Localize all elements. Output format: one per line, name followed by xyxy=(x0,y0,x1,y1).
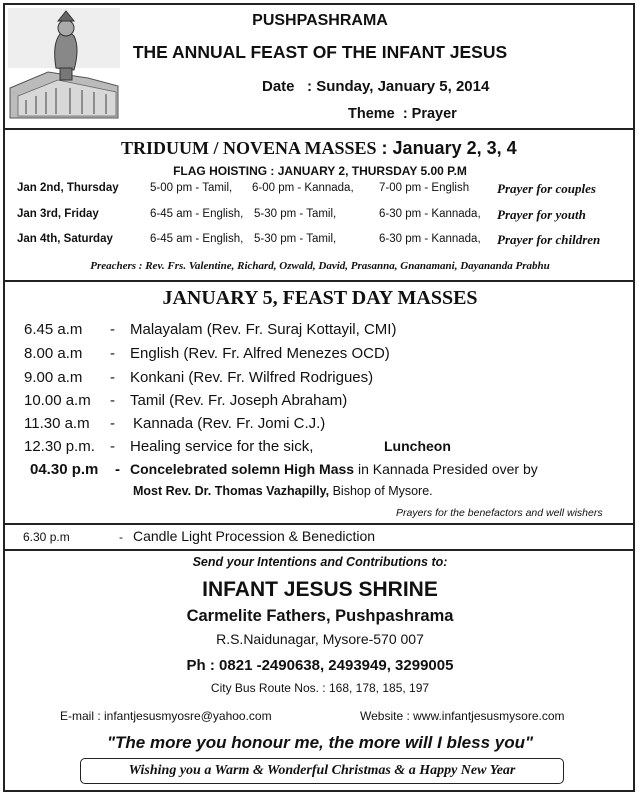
feast-desc: Healing service for the sick, xyxy=(130,438,314,455)
theme-label: Theme xyxy=(348,106,395,122)
greeting-box: Wishing you a Warm & Wonderful Christmas & a Happy New Year xyxy=(80,758,564,784)
triduum-mass: 6-30 pm - Kannada, xyxy=(379,233,481,245)
feast-time: 9.00 a.m xyxy=(24,369,83,386)
feast-dash: - xyxy=(110,392,115,409)
triduum-mass: 6-45 am - English, xyxy=(150,233,244,245)
triduum-intention: Prayer for children xyxy=(497,232,601,247)
triduum-intention: Prayer for youth xyxy=(497,207,586,222)
feast-time: 11.30 a.m xyxy=(24,415,90,432)
feast-time: 6.45 a.m xyxy=(24,321,83,338)
date-line xyxy=(262,78,489,95)
triduum-mass: 6-00 pm - Kannada, xyxy=(252,182,354,194)
high-mass-rest: in Kannada Presided over by xyxy=(354,461,538,477)
divider xyxy=(5,549,633,551)
flag-hoisting: FLAG HOISTING : JANUARY 2, THURSDAY 5.00 P.M xyxy=(173,164,467,178)
feast-desc: Konkani (Rev. Fr. Wilfred Rodrigues) xyxy=(130,369,374,386)
triduum-mass: 5-30 pm - Tamil, xyxy=(254,233,337,245)
shrine-name: INFANT JESUS SHRINE xyxy=(202,578,438,601)
feast-dash: - xyxy=(110,321,115,338)
bus-routes: City Bus Route Nos. : 168, 178, 185, 197 xyxy=(210,681,430,695)
address: R.S.Naidunagar, Mysore-570 007 xyxy=(216,631,424,647)
triduum-mass: 5-30 pm - Tamil, xyxy=(254,208,337,220)
feast-dash: - xyxy=(110,369,115,386)
luncheon: Luncheon xyxy=(384,438,451,454)
feast-dash: - xyxy=(110,415,115,432)
high-mass-title: Concelebrated solemn High Mass xyxy=(130,461,355,477)
presider-line xyxy=(133,484,433,498)
divider xyxy=(5,523,633,525)
high-mass-desc xyxy=(130,461,538,477)
triduum-mass: 6-30 pm - Kannada, xyxy=(379,208,481,220)
triduum-day: Jan 2nd, Thursday xyxy=(17,182,119,194)
presider-role: Bishop of Mysore. xyxy=(329,484,433,498)
triduum-day: Jan 3rd, Friday xyxy=(17,208,99,220)
website[interactable]: Website : www.infantjesusmysore.com xyxy=(360,709,565,723)
high-mass-time: 04.30 p.m xyxy=(30,461,99,478)
triduum-dates: : January 2, 3, 4 xyxy=(376,138,517,158)
triduum-intention: Prayer for couples xyxy=(497,181,596,196)
preachers: Preachers : Rev. Frs. Valentine, Richard, Ozwald, David, Prasanna, Gnanamani, Dayananda Prabhu xyxy=(90,260,550,272)
feast-desc: English (Rev. Fr. Alfred Menezes OCD) xyxy=(130,345,390,362)
date-label: Date xyxy=(262,78,295,95)
send-intentions: Send your Intentions and Contributions to: xyxy=(192,555,448,569)
feast-desc: Kannada (Rev. Fr. Jomi C.J.) xyxy=(133,415,326,432)
triduum-mass: 6-45 am - English, xyxy=(150,208,244,220)
feast-dash: - xyxy=(110,438,115,455)
feast-desc: Tamil (Rev. Fr. Joseph Abraham) xyxy=(130,392,348,409)
triduum-title: TRIDUUM / NOVENA MASSES xyxy=(121,138,377,158)
feast-time: 10.00 a.m xyxy=(24,392,91,409)
divider xyxy=(5,128,633,130)
quote: "The more you honour me, the more will I bless you" xyxy=(106,733,534,752)
triduum-day: Jan 4th, Saturday xyxy=(17,233,113,245)
triduum-mass: 7-00 pm - English xyxy=(379,182,470,194)
event-title: THE ANNUAL FEAST OF THE INFANT JESUS xyxy=(132,42,508,62)
triduum-mass: 5-00 pm - Tamil, xyxy=(150,182,233,194)
email[interactable]: E-mail : infantjesusmyosre@yahoo.com xyxy=(60,709,272,723)
high-mass-dash: - xyxy=(115,461,120,478)
candle-dash: - xyxy=(119,530,123,544)
theme-line xyxy=(348,106,457,122)
divider xyxy=(5,280,633,282)
candle-desc: Candle Light Procession & Benediction xyxy=(133,528,376,544)
theme-value: : Prayer xyxy=(402,106,457,122)
carmelite-fathers: Carmelite Fathers, Pushpashrama xyxy=(186,607,454,625)
feast-dash: - xyxy=(110,345,115,362)
presider: Most Rev. Dr. Thomas Vazhapilly, xyxy=(133,484,330,498)
candle-time: 6.30 p.m xyxy=(23,530,70,544)
phone: Ph : 0821 -2490638, 2493949, 3299005 xyxy=(186,657,454,674)
feast-time: 8.00 a.m xyxy=(24,345,83,362)
triduum-heading xyxy=(121,138,517,159)
date-value: : Sunday, January 5, 2014 xyxy=(307,78,490,95)
feast-title: JANUARY 5, FEAST DAY MASSES xyxy=(162,287,478,309)
feast-desc: Malayalam (Rev. Fr. Suraj Kottayil, CMI) xyxy=(130,321,397,338)
org-name: PUSHPASHRAMA xyxy=(252,12,388,29)
benefactors-note: Prayers for the benefactors and well wishers xyxy=(396,507,603,519)
feast-time: 12.30 p.m. xyxy=(24,438,95,455)
